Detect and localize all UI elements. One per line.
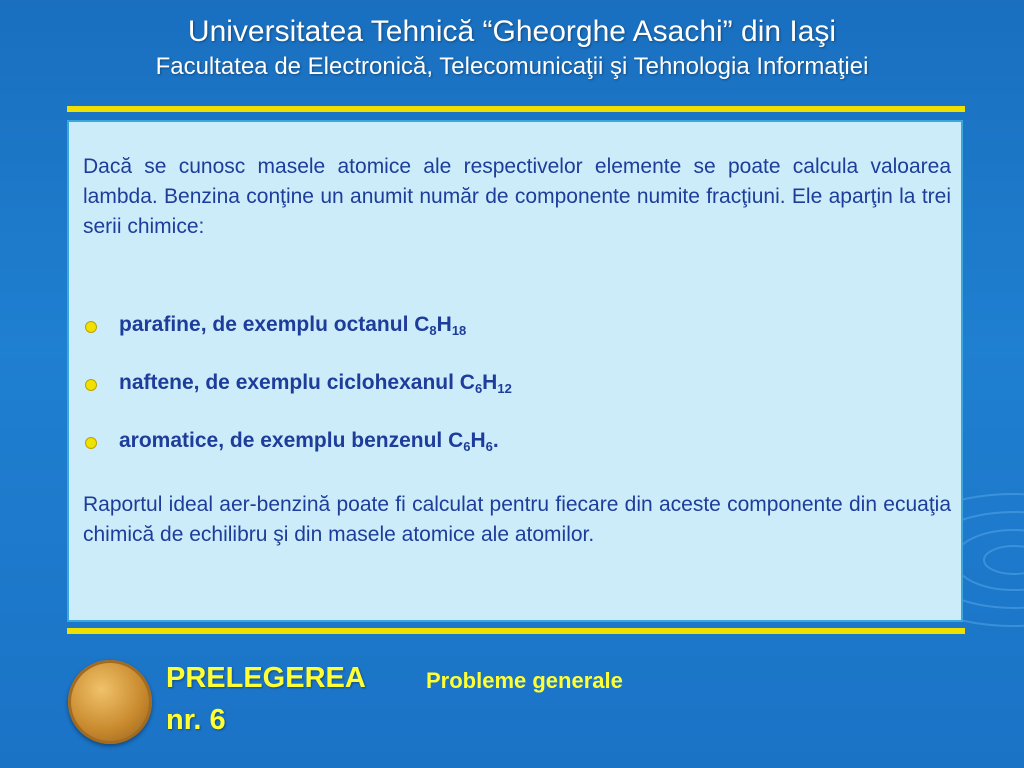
lecture-subtitle: Probleme generale <box>426 668 623 693</box>
university-title: Universitatea Tehnică “Gheorghe Asachi” din Iaşi <box>187 15 837 48</box>
top-divider <box>67 106 965 112</box>
bottom-divider <box>67 628 965 634</box>
closing-paragraph: Raportul ideal aer-benzină poate fi calculat pentru fiecare din aceste componente din ecuaţia chimică de echilibru şi din masele atomice ale atomilor. <box>83 493 951 546</box>
content-panel <box>67 120 963 622</box>
bullet-dot-icon <box>85 321 97 333</box>
list-item <box>83 368 951 426</box>
list-item <box>83 426 951 484</box>
bullet-dot-icon <box>85 379 97 391</box>
list-item-text: aromatice, de exemplu benzenul $C_6H_6$. <box>119 429 499 454</box>
lecture-number: nr. 6 <box>166 704 226 736</box>
medal-icon <box>68 660 152 744</box>
intro-paragraph: Dacă se cunosc masele atomice ale respectivelor elemente se poate calcula valoarea lambda. Benzina conţine un anumit număr de componente numite fracţiuni. Ele aparţin la trei serii chimice: <box>83 155 951 238</box>
list-item-text: naftene, de exemplu ciclohexanul $C_6H_{12}$ <box>119 371 512 396</box>
list-item-text: parafine, de exemplu octanul $C_8H_{18}$ <box>119 313 467 338</box>
list-item <box>83 310 951 368</box>
lecture-title: PRELEGEREA <box>166 662 366 694</box>
bullet-dot-icon <box>85 437 97 449</box>
bullet-list <box>83 310 951 484</box>
faculty-title: Facultatea de Electronică, Telecomunicaţii şi Tehnologia Informaţiei <box>155 53 869 80</box>
header <box>0 12 1024 82</box>
